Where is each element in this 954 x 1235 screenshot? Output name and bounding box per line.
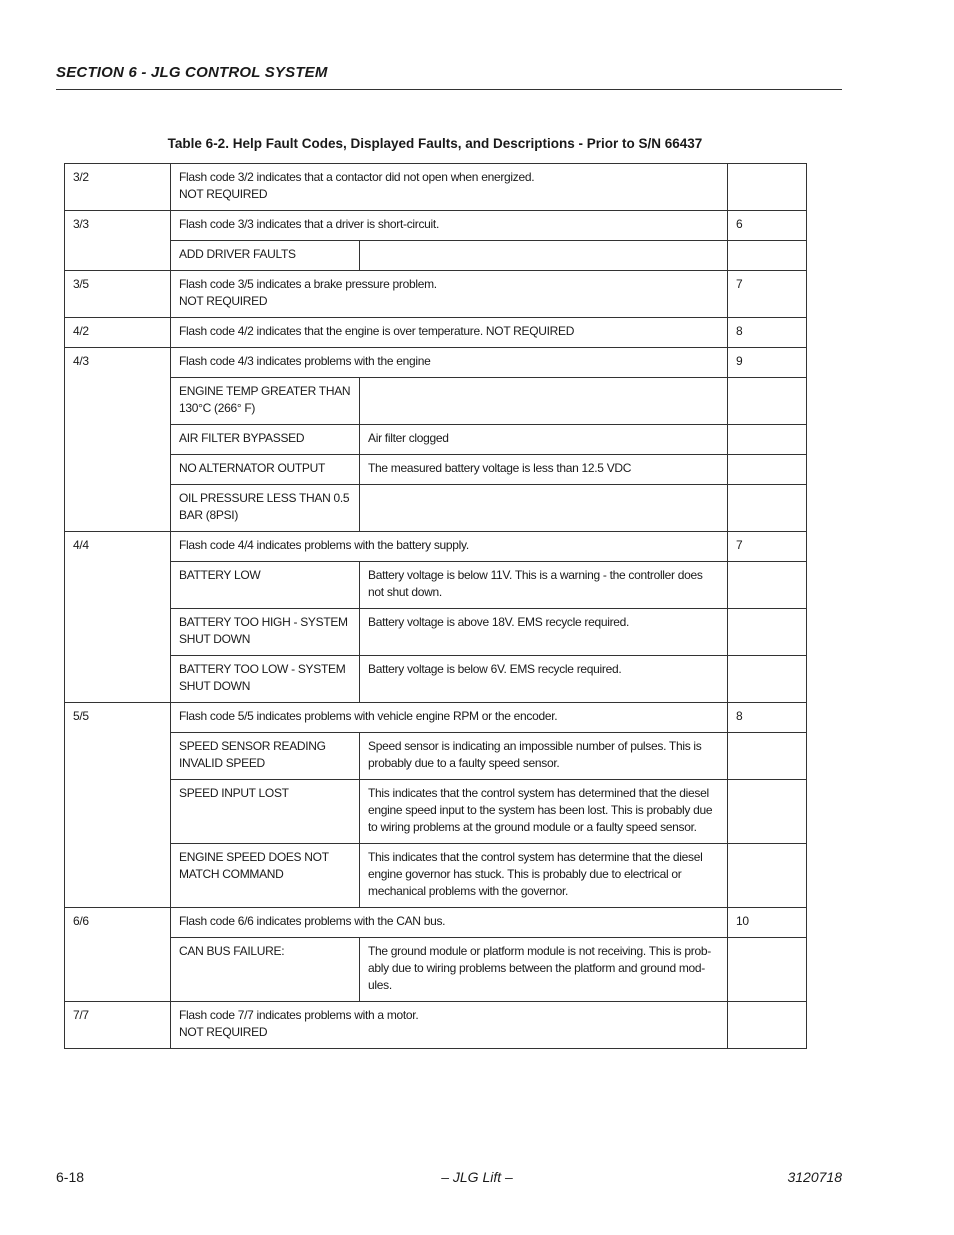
table-row (65, 164, 807, 211)
fault-description: Air filter clogged (360, 425, 728, 455)
description-line: probably due to a faulty speed sensor. (368, 756, 560, 770)
fault-description (360, 378, 728, 425)
reference-number (728, 164, 807, 211)
table-row (65, 656, 807, 703)
description-line: ules. (368, 978, 392, 992)
document-number: 3120718 (787, 1169, 842, 1185)
description-line: This indicates that the control system has determine that the diesel (368, 850, 703, 864)
footer-brand: – JLG Lift – (441, 1169, 513, 1185)
table-row (65, 733, 807, 780)
flash-code: 3/2 (65, 164, 171, 211)
flash-code: 4/2 (65, 318, 171, 348)
fault-code-table (64, 163, 807, 1049)
fault-line: MATCH COMMAND (179, 867, 284, 881)
table-row (65, 425, 807, 455)
displayed-fault (171, 485, 360, 532)
reference-number (728, 656, 807, 703)
table-row (65, 908, 807, 938)
code-description: Flash code 4/4 indicates problems with the battery supply. (171, 532, 728, 562)
reference-number (728, 780, 807, 844)
description-line: to wiring problems at the ground module or a faulty speed sensor. (368, 820, 697, 834)
description-line: not shut down. (368, 585, 442, 599)
reference-number: 9 (728, 348, 807, 378)
displayed-fault (171, 844, 360, 908)
reference-number (728, 609, 807, 656)
reference-number (728, 485, 807, 532)
code-description: Flash code 6/6 indicates problems with the CAN bus. (171, 908, 728, 938)
fault-line: SHUT DOWN (179, 679, 251, 693)
displayed-fault: NO ALTERNATOR OUTPUT (171, 455, 360, 485)
table-row (65, 1002, 807, 1049)
reference-number (728, 455, 807, 485)
description-line: This indicates that the control system has determined that the diesel (368, 786, 709, 800)
table-row (65, 938, 807, 1002)
code-description (171, 1002, 728, 1049)
code-description (171, 271, 728, 318)
reference-number (728, 562, 807, 609)
table-row (65, 348, 807, 378)
table-row (65, 241, 807, 271)
displayed-fault: ADD DRIVER FAULTS (171, 241, 360, 271)
description-line: Battery voltage is below 11V. This is a warning - the controller does (368, 568, 703, 582)
displayed-fault: AIR FILTER BYPASSED (171, 425, 360, 455)
header-rule (56, 89, 842, 90)
fault-description (360, 562, 728, 609)
fault-line: BATTERY TOO HIGH - SYSTEM (179, 615, 348, 629)
reference-number: 7 (728, 271, 807, 318)
displayed-fault (171, 656, 360, 703)
table-row (65, 562, 807, 609)
description-line: engine governor has stuck. This is probably due to electrical or (368, 867, 682, 881)
fault-description: The measured battery voltage is less than 12.5 VDC (360, 455, 728, 485)
table-row (65, 485, 807, 532)
description-line: Flash code 7/7 indicates problems with a motor. (179, 1008, 419, 1022)
fault-line: SHUT DOWN (179, 632, 251, 646)
description-line: NOT REQUIRED (179, 187, 268, 201)
table-title: Table 6-2. Help Fault Codes, Displayed Faults, and Descriptions - Prior to S/N 66437 (167, 136, 703, 151)
fault-description (360, 844, 728, 908)
fault-line: SPEED SENSOR READING (179, 739, 326, 753)
code-description: Flash code 4/3 indicates problems with the engine (171, 348, 728, 378)
reference-number (728, 378, 807, 425)
code-description: Flash code 3/3 indicates that a driver is short-circuit. (171, 211, 728, 241)
reference-number: 8 (728, 318, 807, 348)
displayed-fault (171, 378, 360, 425)
fault-line: 130°C (266° F) (179, 401, 256, 415)
reference-number: 10 (728, 908, 807, 938)
table-row (65, 378, 807, 425)
table-row (65, 703, 807, 733)
fault-description (360, 485, 728, 532)
displayed-fault (171, 733, 360, 780)
fault-line: OIL PRESSURE LESS THAN 0.5 (179, 491, 350, 505)
flash-code: 7/7 (65, 1002, 171, 1049)
description-line: Flash code 3/2 indicates that a contactor did not open when energized. (179, 170, 535, 184)
description-line: Flash code 3/5 indicates a brake pressure problem. (179, 277, 437, 291)
code-description: Flash code 4/2 indicates that the engine is over temperature. NOT REQUIRED (171, 318, 728, 348)
displayed-fault: BATTERY LOW (171, 562, 360, 609)
fault-description (360, 780, 728, 844)
reference-number (728, 844, 807, 908)
table-row (65, 318, 807, 348)
fault-line: BATTERY TOO LOW - SYSTEM (179, 662, 346, 676)
description-line: mechanical problems with the governor. (368, 884, 569, 898)
table-row (65, 780, 807, 844)
fault-description: Battery voltage is below 6V. EMS recycle required. (360, 656, 728, 703)
reference-number: 7 (728, 532, 807, 562)
description-line: Speed sensor is indicating an impossible number of pulses. This is (368, 739, 702, 753)
table-row (65, 211, 807, 241)
reference-number (728, 1002, 807, 1049)
flash-code: 4/4 (65, 532, 171, 703)
displayed-fault: CAN BUS FAILURE: (171, 938, 360, 1002)
flash-code: 5/5 (65, 703, 171, 908)
description-line: engine speed input to the system has been lost. This is probably due (368, 803, 713, 817)
reference-number (728, 241, 807, 271)
fault-line: ENGINE SPEED DOES NOT (179, 850, 329, 864)
displayed-fault (171, 609, 360, 656)
description-line: The ground module or platform module is not receiving. This is prob- (368, 944, 711, 958)
fault-line: BAR (8PSI) (179, 508, 239, 522)
flash-code: 4/3 (65, 348, 171, 532)
flash-code: 6/6 (65, 908, 171, 1002)
flash-code: 3/3 (65, 211, 171, 271)
table-row (65, 844, 807, 908)
section-title: SECTION 6 - JLG CONTROL SYSTEM (56, 64, 328, 81)
description-line: ably due to wiring problems between the platform and ground mod- (368, 961, 706, 975)
fault-description (360, 733, 728, 780)
fault-description: Battery voltage is above 18V. EMS recycle required. (360, 609, 728, 656)
fault-line: ENGINE TEMP GREATER THAN (179, 384, 351, 398)
table-row (65, 455, 807, 485)
code-description: Flash code 5/5 indicates problems with vehicle engine RPM or the encoder. (171, 703, 728, 733)
reference-number (728, 733, 807, 780)
reference-number (728, 425, 807, 455)
description-line: NOT REQUIRED (179, 1025, 268, 1039)
fault-description (360, 938, 728, 1002)
flash-code: 3/5 (65, 271, 171, 318)
code-description (171, 164, 728, 211)
displayed-fault: SPEED INPUT LOST (171, 780, 360, 844)
reference-number: 8 (728, 703, 807, 733)
fault-description (360, 241, 728, 271)
description-line: NOT REQUIRED (179, 294, 268, 308)
page-number: 6-18 (56, 1169, 85, 1185)
table-row (65, 532, 807, 562)
table-row (65, 609, 807, 656)
reference-number (728, 938, 807, 1002)
fault-line: INVALID SPEED (179, 756, 265, 770)
reference-number: 6 (728, 211, 807, 241)
table-row (65, 271, 807, 318)
